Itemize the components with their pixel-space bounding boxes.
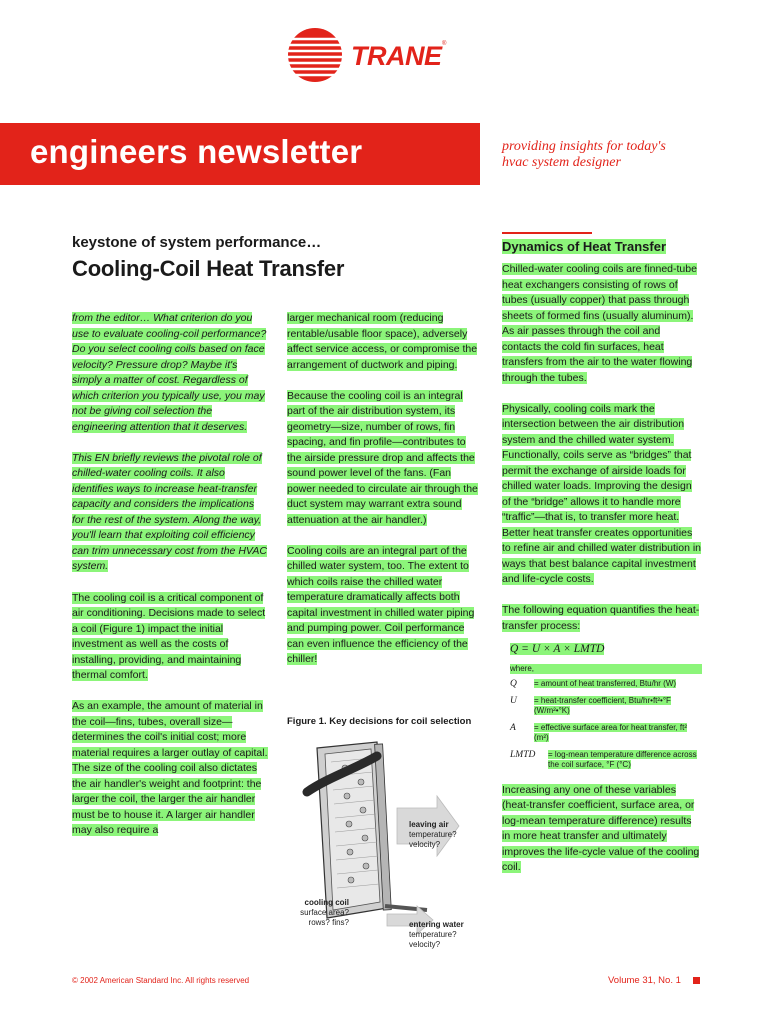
figure-caption: Figure 1. Key decisions for coil selection <box>287 716 472 727</box>
tagline-line-1: providing insights for today's <box>502 139 666 154</box>
article-kicker: keystone of system performance… <box>72 234 322 251</box>
registered-mark: ® <box>442 41 447 47</box>
coil-figure <box>287 738 487 958</box>
sidebar-heading: Dynamics of Heat Transfer <box>502 239 667 254</box>
definition-q: Q = amount of heat transferred, Btu/hr (W) <box>510 679 677 689</box>
sidebar-paragraph-1: Chilled-water cooling coils are finned-tube heat exchangers consisting of rows of tubes (usually copper) that pass through sheets of formed fins (usually aluminum). As air passes through the coil and contacts the cold fin surfaces, heat transfers from the air to the water flowing through the tubes. <box>502 263 697 384</box>
cooling-coil-label: cooling coil surface area? rows? fins? <box>300 898 349 927</box>
sidebar-paragraph-4: Increasing any one of these variables (heat-transfer coefficient, surface area, or log-mean temperature difference) results in more heat transfer and ultimately improves the life-cycle value of the cooling coil. <box>502 783 700 873</box>
volume-number: Volume 31, No. 1 <box>608 975 681 986</box>
footer-square-icon <box>693 977 700 984</box>
trane-wordmark: TRANE <box>351 41 442 71</box>
sidebar-paragraph-3: The following equation quantifies the heat-transfer process: <box>502 604 700 632</box>
tagline <box>502 139 732 171</box>
newsletter-title: engineers newsletter <box>30 133 363 170</box>
editor-intro: from the editor… What criterion do you use to evaluate cooling-coil performance? Do you select cooling coils based on face velocity? Pressure drop? Maybe it's simply a matter of cost. Regardless of which criterion you typically use, you may not be giving coil selection the engineering attention that it deserves. <box>72 312 267 433</box>
sidebar-rule <box>502 232 592 234</box>
entering-water-label: entering water temperature? velocity? <box>409 920 464 949</box>
trane-circle-icon <box>287 27 343 83</box>
where-label: where, <box>510 664 702 675</box>
body-paragraph-material: As an example, the amount of material in the coil—fins, tubes, overall size—determines the coil's initial cost; more material requires a larger outlay of capital. The size of the cooling coil also dictates the air handler's weight and footprint: the larger the coil, the larger the air handler must be to house it. A larger air handler may also require a <box>72 700 268 836</box>
editor-paragraph-2: This EN briefly reviews the pivotal role of chilled-water cooling coils. It also identifies ways to increase heat-transfer capacity and considers the implications for the rest of the system. Along the way, you'll learn that exploiting coil efficiency can trim unnecessary cost from the HVAC system. <box>72 451 267 572</box>
body-paragraph-mechanical-room: larger mechanical room (reducing rentable/usable floor space), adversely affect service access, or compromise the arrangement of ductwork and piping. <box>287 312 478 371</box>
tagline-line-2: hvac system designer <box>502 155 621 170</box>
equation-definitions <box>510 664 702 771</box>
column-2 <box>287 311 479 683</box>
article-headline: Cooling-Coil Heat Transfer <box>72 256 345 281</box>
sidebar-paragraph-2: Physically, cooling coils mark the intersection between the air distribution system and the chilled water system. Functionally, coils serve as “bridges” that permit the exchange of airside loads for chilled water loads. Improving the design of the “bridge” allows it to handle more “traffic”—that is, to transfer more heat. Better heat transfer creates opportunities to refine air and chilled water distribution in ways that best balance capital investment and life-cycle costs. <box>502 402 702 585</box>
definition-a: A = effective surface area for heat transfer, ft² (m²) <box>510 722 688 742</box>
column-1 <box>72 311 268 854</box>
heat-transfer-equation: Q = U × A × LMTD <box>510 643 605 655</box>
body-paragraph-coil-critical: The cooling coil is a critical component of air conditioning. Decisions made to select a coil (Figure 1) impact the initial investment as well as the costs of installing, providing, and maintaining thermal comfort. <box>72 591 266 681</box>
newsletter-banner <box>0 123 480 185</box>
copyright: © 2002 American Standard Inc. All rights reserved <box>72 976 250 985</box>
sidebar-column <box>502 262 702 891</box>
body-paragraph-chilled-water: Cooling coils are an integral part of the chilled water system, too. The extent to which coils raise the chilled water temperature dramatically affects both capital investment in chilled water piping and pumping power. Coil performance can even influence the efficiency of the chiller! <box>287 544 475 665</box>
leaving-air-label: leaving air temperature? velocity? <box>409 820 457 849</box>
definition-lmtd: LMTD = log-mean temperature difference across the coil surface, °F (°C) <box>510 749 697 769</box>
trane-logo <box>287 27 457 83</box>
definition-u: U = heat-transfer coefficient, Btu/hr•ft²•°F (W/m²•°K) <box>510 695 671 715</box>
body-paragraph-air-distribution: Because the cooling coil is an integral part of the air distribution system, its geometry—size, number of rows, fin spacing, and fin profile—contributes to the airside pressure drop and affects the sound power level of the fans. (Fan power needed to circulate air through the duct system may warrant extra sound attenuation at the air handler.) <box>287 389 478 526</box>
